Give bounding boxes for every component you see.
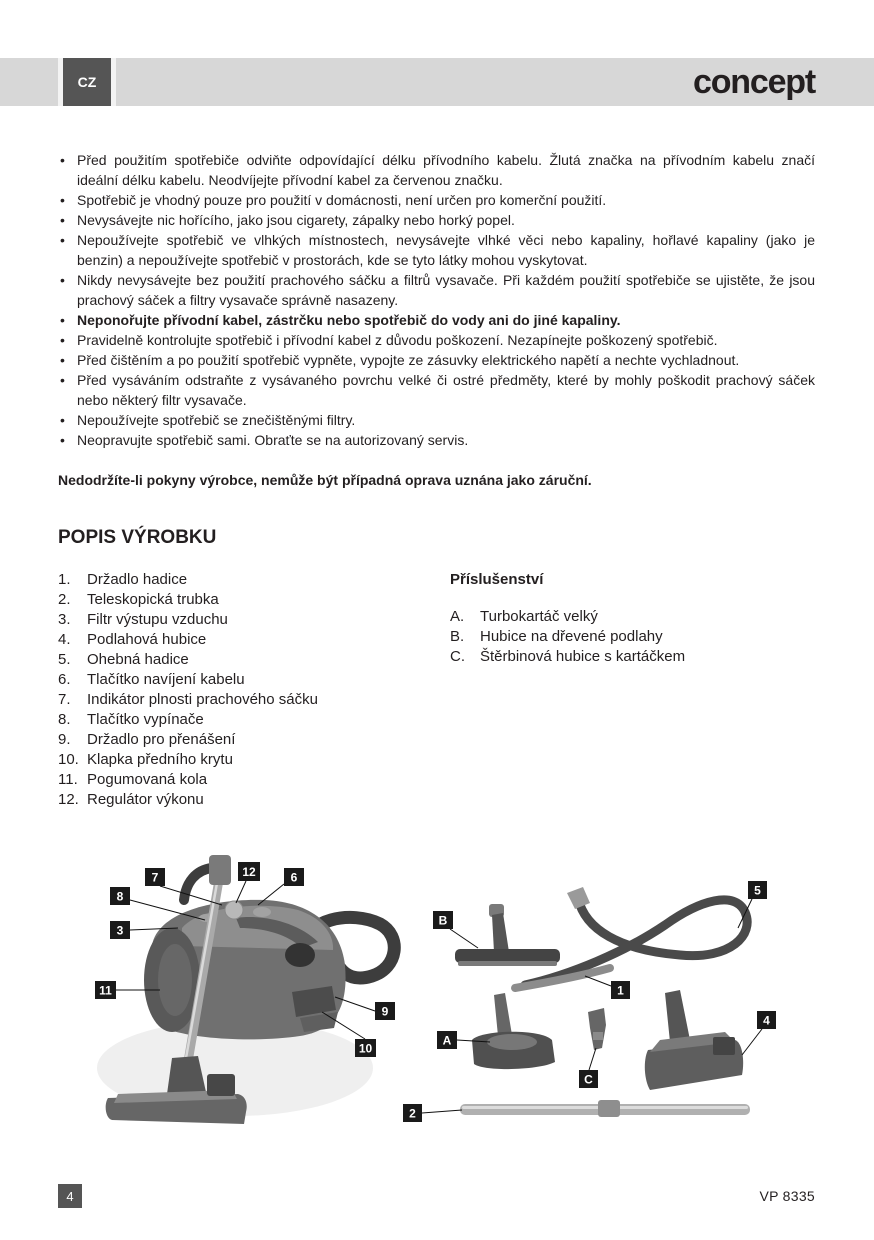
- safety-item: [77, 410, 815, 430]
- rear-wheel-hub: [158, 944, 192, 1016]
- safety-item: [77, 190, 815, 210]
- turbo-brush-cover: [487, 1034, 537, 1050]
- safety-item: [77, 210, 815, 230]
- product-figure: [0, 840, 874, 1140]
- item-number: 6.: [58, 671, 71, 688]
- accessories-list: [450, 607, 780, 667]
- list-item: [58, 670, 418, 690]
- flexible-hose: [525, 898, 747, 985]
- callout-label: 1: [617, 983, 624, 998]
- crevice-tool-brush: [593, 1032, 603, 1040]
- power-regulator-knob: [225, 901, 243, 919]
- callout-label: 9: [381, 1004, 389, 1019]
- item-number: 4.: [58, 631, 71, 648]
- safety-item: [77, 150, 815, 190]
- item-label: Regulátor výkonu: [87, 791, 204, 808]
- item-number: 2.: [58, 591, 71, 608]
- hose-connector: [567, 887, 590, 909]
- accessories-title: Příslušenství: [450, 571, 544, 588]
- item-label: Štěrbinová hubice s kartáčkem: [480, 648, 686, 665]
- callout-label: 11: [99, 983, 112, 998]
- parts-list: [58, 570, 418, 810]
- item-label: Turbokartáč velký: [480, 608, 598, 625]
- item-number: 11.: [58, 771, 78, 788]
- list-item: [58, 750, 418, 770]
- list-item: [450, 627, 780, 647]
- hose-handle: [209, 855, 231, 885]
- safety-instructions-list: [77, 150, 815, 450]
- safety-item-line: • Pravidelně kontrolujte spotřebič i přívodní kabel z důvodu poškození. Nezapínejte poškozený spotřebič.: [77, 332, 718, 348]
- parquet-nozzle-bristles: [458, 961, 557, 966]
- language-code-badge: CZ: [63, 58, 111, 106]
- model-number: VP 8335: [759, 1188, 815, 1204]
- item-label: Filtr výstupu vzduchu: [87, 611, 228, 628]
- callout-label: 8: [116, 889, 124, 904]
- item-label: Klapka předního krytu: [87, 751, 233, 768]
- item-label: Pogumovaná kola: [87, 771, 208, 788]
- list-item: [58, 590, 418, 610]
- item-number: 9.: [58, 731, 71, 748]
- hose-inlet: [285, 943, 315, 967]
- callout-label: B: [438, 913, 448, 928]
- list-item: [58, 690, 418, 710]
- leader-line: [742, 1029, 762, 1055]
- item-letter: B.: [450, 628, 465, 645]
- callout-label: C: [584, 1072, 593, 1087]
- safety-item-line: • Nepoužívejte spotřebič se znečištěnými filtry.: [77, 412, 356, 428]
- item-letter: A.: [450, 608, 465, 625]
- floor-nozzle-neck: [665, 990, 690, 1042]
- callout-label: 2: [409, 1106, 416, 1121]
- floor-nozzle-pedal: [207, 1074, 235, 1096]
- floor-nozzle-pedal: [713, 1037, 735, 1055]
- list-item: [58, 790, 418, 810]
- parquet-nozzle-neck: [492, 913, 509, 952]
- parquet-nozzle-head: [455, 949, 560, 963]
- item-number: 5.: [58, 651, 71, 668]
- item-label: Tlačítko vypínače: [87, 711, 204, 728]
- callout-label: A: [442, 1033, 452, 1048]
- item-label: Ohebná hadice: [87, 651, 189, 668]
- list-item: [58, 770, 418, 790]
- callout-label: 6: [290, 870, 298, 885]
- page-number: 4: [58, 1184, 82, 1208]
- leader-line: [422, 1110, 462, 1113]
- safety-item: [77, 370, 815, 410]
- callout-label: 10: [358, 1041, 373, 1056]
- item-label: Držadlo hadice: [87, 571, 188, 588]
- safety-item-line: prachový sáček a filtry vysavače správně nasazeny.: [77, 292, 399, 308]
- safety-item-line: • Neponořujte přívodní kabel, zástrčku nebo spotřebič do vody ani do jiné kapaliny.: [77, 312, 621, 328]
- list-item: [450, 607, 780, 627]
- leader-line: [585, 976, 611, 986]
- leader-line: [450, 929, 478, 948]
- safety-item: [77, 350, 815, 370]
- turbo-brush-neck: [494, 993, 512, 1036]
- item-number: 7.: [58, 691, 71, 708]
- safety-item-line: ideální délku kabelu. Neodvíjejte přívodní kabel za červenou značku.: [77, 172, 503, 188]
- warranty-note: Nedodržíte-li pokyny výrobce, nemůže být případná oprava uznána jako záruční.: [58, 472, 592, 488]
- safety-item: [77, 270, 815, 310]
- safety-item-emphasized: [77, 310, 815, 330]
- section-title: POPIS VÝROBKU: [58, 527, 217, 548]
- safety-item-line: • Nikdy nevysávejte bez použití prachového sáčku a filtrů vysavače. Při každém použití spotřebiče se ujistěte, že jsou: [77, 272, 815, 288]
- telescopic-tube-slider: [598, 1100, 620, 1117]
- safety-item-line: • Před vysáváním odstraňte z vysávaného povrchu velké či ostré předměty, které by mohly poškodit prachový sáček: [77, 372, 815, 388]
- list-item: [58, 710, 418, 730]
- item-number: 8.: [58, 711, 71, 728]
- safety-item-line: • Neopravujte spotřebič sami. Obraťte se na autorizovaný servis.: [77, 432, 469, 448]
- safety-item: [77, 430, 815, 450]
- safety-item-line: • Spotřebič je vhodný pouze pro použití v domácnosti, není určen pro komerční použití.: [77, 192, 607, 208]
- list-item: [58, 610, 418, 630]
- item-number: 10.: [58, 751, 79, 768]
- item-number: 1.: [58, 571, 71, 588]
- cord-rewind-button: [253, 907, 271, 917]
- safety-item-line: • Před čištěním a po použití spotřebič vypněte, vypojte ze zásuvky elektrického napětí a nechte vychladnout.: [77, 352, 740, 368]
- leader-line: [589, 1048, 596, 1070]
- accessories-illustration: [455, 887, 750, 1117]
- item-letter: C.: [450, 648, 465, 665]
- safety-item-line: • Nepoužívejte spotřebič ve vlhkých místnostech, nevysávejte vlhké věci nebo kapaliny, hořlavé kapaliny (jako je: [77, 232, 815, 248]
- item-number: 3.: [58, 611, 71, 628]
- safety-item-line: • Před použitím spotřebiče odviňte odpovídající délku přívodního kabelu. Žlutá značka na přívodním kabelu značí: [77, 152, 815, 168]
- list-item: [58, 630, 418, 650]
- safety-item: [77, 230, 815, 270]
- callout-label: 5: [754, 883, 761, 898]
- item-label: Držadlo pro přenášení: [87, 731, 236, 748]
- list-item: [58, 650, 418, 670]
- callout-label: 12: [242, 865, 256, 879]
- safety-item-line: benzin) a nepoužívejte spotřebič v prostorách, kde se tyto látky mohou vyskytovat.: [77, 252, 588, 268]
- item-label: Tlačítko navíjení kabelu: [87, 671, 245, 688]
- item-label: Hubice na dřevené podlahy: [480, 628, 663, 645]
- callout-label: 7: [151, 870, 159, 885]
- safety-item-line: • Nevysávejte nic hořícího, jako jsou cigarety, zápalky nebo horký popel.: [77, 212, 515, 228]
- list-item: [58, 570, 418, 590]
- item-label: Teleskopická trubka: [87, 591, 219, 608]
- list-item: [58, 730, 418, 750]
- callout-label: 3: [116, 923, 124, 938]
- list-item: [450, 647, 780, 667]
- item-label: Podlahová hubice: [87, 631, 207, 648]
- brand-logo: concept: [693, 63, 815, 101]
- safety-item-line: nebo některý filtr vysavače.: [77, 392, 247, 408]
- header-divider: [111, 58, 116, 106]
- safety-item: [77, 330, 815, 350]
- item-label: Indikátor plnosti prachového sáčku: [87, 691, 318, 708]
- crevice-tool: [588, 1008, 606, 1050]
- item-number: 12.: [58, 791, 79, 808]
- leader-line: [236, 881, 246, 903]
- hose-segment-rear: [184, 868, 212, 900]
- callout-label: 4: [763, 1013, 770, 1028]
